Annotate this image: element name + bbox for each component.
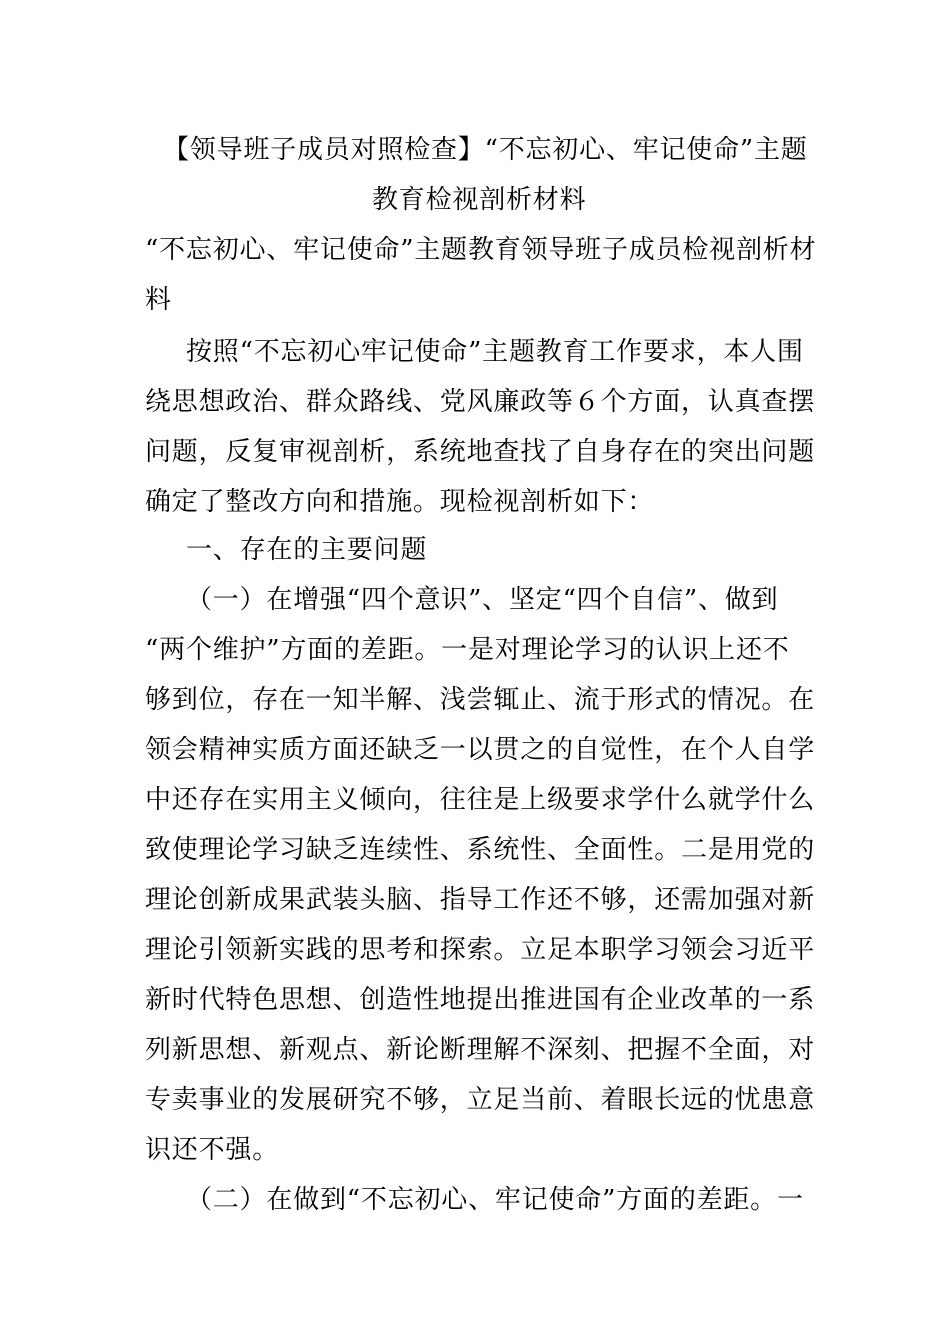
intro-line-2: 绕思想政治、群众路线、党风廉政等６个方面，认真查摆 bbox=[145, 387, 816, 417]
part-2-line-1: （二）在做到“不忘初心、牢记使命”方面的差距。一 bbox=[186, 1185, 804, 1215]
subtitle-line-1: “不忘初心、牢记使命”主题教育领导班子成员检视剖析材 bbox=[145, 235, 817, 265]
part-1-line-4: 领会精神实质方面还缺乏一以贯之的自觉性，在个人自学 bbox=[145, 735, 816, 765]
part-1-line-5: 中还存在实用主义倾向，往往是上级要求学什么就学什么 bbox=[145, 785, 816, 815]
intro-line-1: 按照“不忘初心牢记使命”主题教育工作要求，本人围 bbox=[186, 337, 804, 367]
part-1-line-11: 专卖事业的发展研究不够，立足当前、着眼长远的忧患意 bbox=[145, 1085, 816, 1115]
intro-line-3: 问题，反复审视剖析，系统地查找了自身存在的突出问题 bbox=[145, 437, 816, 467]
document-title-line-2: 教育检视剖析材料 bbox=[372, 185, 587, 215]
part-1-line-2: “两个维护”方面的差距。一是对理论学习的认识上还不 bbox=[145, 635, 790, 665]
section-1-heading: 一、存在的主要问题 bbox=[186, 535, 428, 565]
part-1-line-1: （一）在增强“四个意识”、坚定“四个自信”、做到 bbox=[186, 585, 779, 615]
part-1-line-3: 够到位，存在一知半解、浅尝辄止、流于形式的情况。在 bbox=[145, 685, 816, 715]
part-1-line-9: 新时代特色思想、创造性地提出推进国有企业改革的一系 bbox=[145, 985, 816, 1015]
part-1-line-10: 列新思想、新观点、新论断理解不深刻、把握不全面，对 bbox=[145, 1035, 816, 1065]
part-1-line-12: 识还不强。 bbox=[145, 1135, 280, 1165]
intro-line-4: 确定了整改方向和措施。现检视剖析如下： bbox=[145, 487, 655, 517]
document-title-line-1: 【领导班子成员对照检查】“不忘初心、牢记使命”主题 bbox=[163, 135, 808, 165]
part-1-line-6: 致使理论学习缺乏连续性、系统性、全面性。二是用党的 bbox=[145, 835, 816, 865]
part-1-line-8: 理论引领新实践的思考和探索。立足本职学习领会习近平 bbox=[145, 935, 816, 965]
part-1-line-7: 理论创新成果武装头脑、指导工作还不够，还需加强对新 bbox=[145, 885, 816, 915]
subtitle-line-2: 料 bbox=[145, 285, 172, 315]
